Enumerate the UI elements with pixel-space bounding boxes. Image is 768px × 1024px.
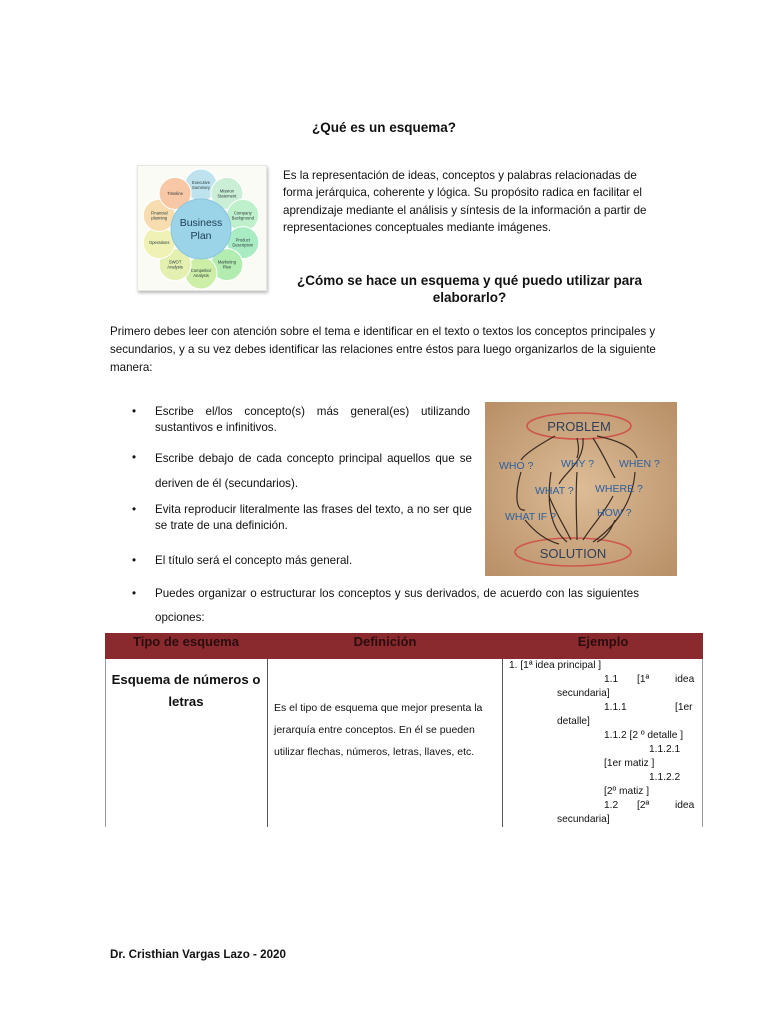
business-plan-petal-label: Operations xyxy=(148,240,170,246)
business-plan-petal-label: Product xyxy=(235,237,251,243)
question-label: WHAT ? xyxy=(535,485,574,497)
example-line: detalle] xyxy=(557,716,590,727)
table-header-definition: Definición xyxy=(353,634,417,649)
business-plan-petal-label: Marketing xyxy=(217,259,237,265)
business-plan-petal-label: Company xyxy=(233,210,252,216)
table-border xyxy=(702,659,703,827)
schema-types-table xyxy=(105,633,703,833)
example-line: 1.1.1 xyxy=(604,702,627,713)
business-plan-center-label-1: Business xyxy=(179,217,223,229)
business-plan-center-label-2: Plan xyxy=(190,230,212,242)
list-item xyxy=(132,450,472,490)
question-label: WHO ? xyxy=(499,460,534,472)
example-line: 1. [1ª idea principal ] xyxy=(509,660,602,671)
bullet-marker: • xyxy=(132,405,137,418)
bullet-marker: • xyxy=(132,587,137,600)
business-plan-petal-label: SWOT xyxy=(168,259,182,265)
business-plan-petal-label: Competitor xyxy=(190,268,212,273)
example-line: [2º matiz ] xyxy=(604,786,650,797)
problem-solution-svg xyxy=(485,402,677,576)
business-plan-petal-label: Description xyxy=(232,242,254,248)
business-plan-diagram xyxy=(137,165,267,291)
problem-solution-image xyxy=(485,402,677,576)
bullet-marker: • xyxy=(132,554,137,567)
column-divider xyxy=(502,659,503,827)
example-line: idea xyxy=(675,674,695,685)
business-plan-petal-label: planning xyxy=(151,215,168,221)
example-line: secundaria] xyxy=(557,814,610,825)
bullet-marker: • xyxy=(132,503,137,516)
page-title: ¿Qué es un esquema? xyxy=(311,120,457,135)
business-plan-petal-label: Statement xyxy=(217,193,237,199)
section-heading: ¿Cómo se hace un esquema y qué puedo utilizar para elaborarlo? xyxy=(296,273,643,305)
schema-type-cell: Esquema de números o letras xyxy=(111,672,261,709)
business-plan-petal-label: Analysis xyxy=(167,264,183,270)
example-line: 1.1.2.2 xyxy=(649,772,681,783)
footer-author: Dr. Cristhian Vargas Lazo - 2020 xyxy=(110,948,286,961)
bullet-text: Evita reproducir literalmente las frases del texto, a no ser que se trate de una definición. xyxy=(155,503,472,532)
bullet-marker: • xyxy=(132,451,137,464)
list-item xyxy=(132,502,472,536)
business-plan-petal-label: Analysis xyxy=(193,273,209,278)
instructions-paragraph: Primero debes leer con atención sobre el tema e identificar en el texto o textos los conceptos principales y secundarios, y a su vez debes identificar las relaciones entre éstos para luego organizarlos de la siguiente manera: xyxy=(110,325,656,374)
list-item xyxy=(132,586,652,626)
example-line: [1er xyxy=(675,702,693,713)
business-plan-center xyxy=(171,199,231,259)
example-line: secundaria] xyxy=(557,688,610,699)
problem-label: PROBLEM xyxy=(547,419,611,434)
business-plan-petal-label: Background xyxy=(231,215,254,221)
business-plan-petal-label: Mission xyxy=(219,188,235,194)
business-plan-petal-label: Summary xyxy=(192,185,210,190)
question-label: WHAT IF ? xyxy=(505,511,556,523)
example-line: 1.1 xyxy=(604,674,619,685)
table-header-example: Ejemplo xyxy=(577,634,629,649)
business-plan-petal-label: Executive xyxy=(191,180,211,185)
example-line: idea xyxy=(675,800,695,811)
schema-definition-cell: Es el tipo de esquema que mejor presenta la jerarquía entre conceptos. En él se pueden utilizar flechas, números, letras, llaves, etc. xyxy=(274,702,483,758)
bullet-text: El título será el concepto más general. xyxy=(155,554,353,567)
list-item xyxy=(132,553,472,571)
question-label: WHERE ? xyxy=(595,483,643,495)
column-divider xyxy=(267,659,268,827)
solution-label: SOLUTION xyxy=(539,546,607,561)
question-label: WHEN ? xyxy=(619,458,660,470)
business-plan-svg xyxy=(138,166,266,290)
question-label: HOW ? xyxy=(597,507,632,519)
example-line: 1.1.2 [2 º detalle ] xyxy=(604,730,684,741)
example-line: [1ª xyxy=(637,674,650,685)
example-line: 1.2 xyxy=(604,800,619,811)
example-line: 1.1.2.1 xyxy=(649,744,681,755)
example-line: [2ª xyxy=(637,800,650,811)
bullet-text: Escribe debajo de cada concepto principal aquellos que se deriven de él (secundarios). xyxy=(155,452,472,490)
bullet-text: Puedes organizar o estructurar los conceptos y sus derivados, de acuerdo con las siguientes opciones: xyxy=(155,587,639,624)
list-item xyxy=(132,404,472,438)
business-plan-petal-label: Financial xyxy=(150,210,168,216)
bullet-text: Escribe el/los concepto(s) más general(es) utilizando sustantivos e infinitivos. xyxy=(155,405,470,434)
definition-paragraph: Es la representación de ideas, conceptos y palabras relacionadas de forma jerárquica, coherente y lógica. Su propósito radica en facilitar el aprendizaje mediante el análisis y síntesis de la información a partir de representaciones conceptuales mediante imágenes. xyxy=(283,169,647,235)
example-line: [1er matiz ] xyxy=(604,758,655,769)
table-header-type: Tipo de esquema xyxy=(133,634,239,649)
business-plan-petal-label: Plan xyxy=(222,264,232,270)
business-plan-petal-label: Timeline xyxy=(167,190,183,196)
question-label: WHY ? xyxy=(561,458,595,470)
